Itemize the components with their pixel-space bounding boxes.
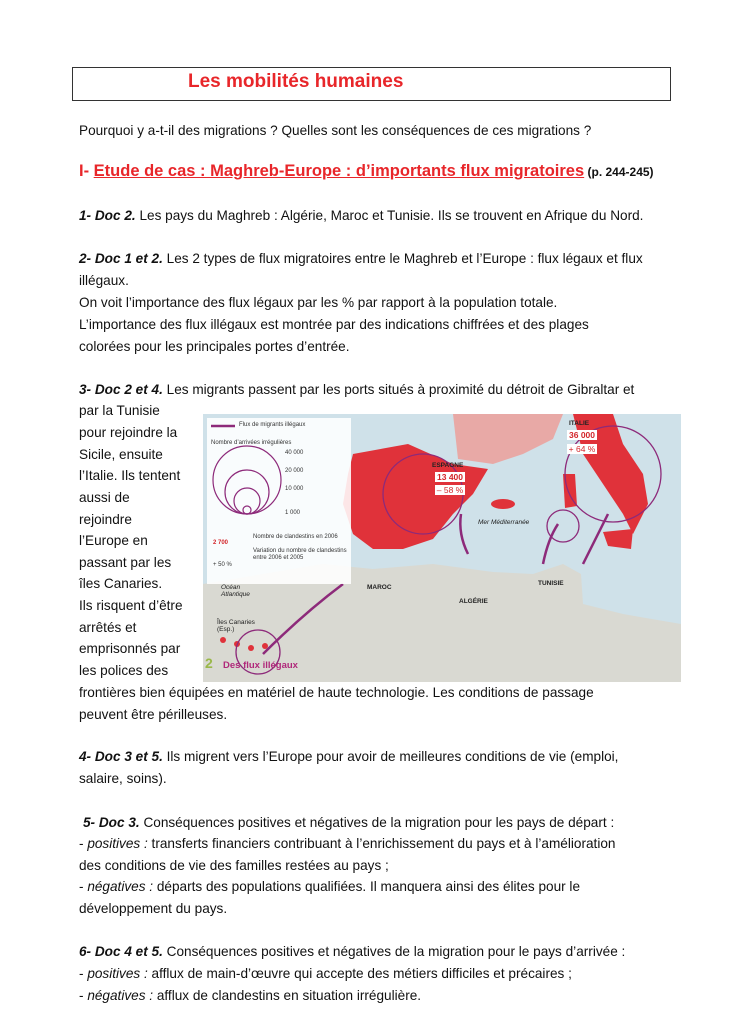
item-1: 1- Doc 2. Les pays du Maghreb : Algérie, Maroc et Tunisie. Ils se trouvent en Afrique du Nord. (79, 208, 644, 223)
item-3-wrap-1: pour rejoindre la (79, 425, 178, 440)
item-3-line1: 3- Doc 2 et 4. Les migrants passent par les ports situés à proximité du détroit de Gibraltar et (79, 382, 635, 397)
item-3-wrap-4: aussi de (79, 490, 130, 505)
item-3-wrap-8: îles Canaries. (79, 576, 163, 591)
legend-c1: 40 000 (285, 450, 304, 456)
item-2-line4: L’importance des flux illégaux est montrée par des indications chiffrées et des plages (79, 317, 589, 332)
label-tunisie: TUNISIE (538, 580, 564, 587)
item-2-line3: On voit l’importance des flux légaux par les % par rapport à la population totale. (79, 295, 558, 310)
label-ocean: Océan Atlantique (221, 584, 250, 598)
figure-number: 2 (205, 655, 213, 671)
espagne-num: 13 400 (437, 472, 463, 482)
canary-island (262, 643, 268, 649)
intro-question: Pourquoi y a-t-il des migrations ? Quelles sont les conséquences de ces migrations ? (79, 123, 592, 138)
legend-c2: 20 000 (285, 468, 304, 474)
item-5-neg2: développement du pays. (79, 901, 228, 916)
espagne-pct: – 58 % (436, 485, 464, 495)
item-2-line1: 2- Doc 1 et 2. Les 2 types de flux migratoires entre le Maghreb et l’Europe : flux légaux et flux (79, 251, 643, 266)
sicily-land (603, 529, 633, 549)
item-6-line1: 6- Doc 4 et 5. Conséquences positives et négatives de la migration pour le pays d’arrivée : (79, 944, 626, 959)
label-algerie: ALGÉRIE (459, 598, 488, 605)
italie-pct: + 64 % (568, 444, 596, 454)
item-3-end2: peuvent être périlleuses. (79, 707, 228, 722)
label-maroc: MAROC (367, 584, 392, 591)
legend-pct-text: Variation du nombre de clandestins entre 2006 et 2005 (253, 548, 347, 561)
arrow-sardinia (543, 524, 558, 564)
figure-title: Des flux illégaux (223, 660, 298, 671)
arrow-italy (583, 514, 608, 564)
item-5-pos1: - positives : transferts financiers contribuant à l’enrichissement du pays et à l’amélioration (79, 836, 616, 851)
label-italie: ITALIE (569, 420, 590, 427)
item-3-wrap-2: Sicile, ensuite (79, 447, 163, 462)
item-3-wrap-6: l’Europe en (79, 533, 148, 548)
label-canaries: Îles Canaries (Esp.) (217, 619, 255, 633)
item-2-line2: illégaux. (79, 273, 129, 288)
balearic-land (491, 499, 515, 509)
canary-island (220, 637, 226, 643)
item-5-pos2: des conditions de vie des familles restées au pays ; (79, 858, 389, 873)
italie-num: 36 000 (569, 430, 595, 440)
item-3-wrap-11: emprisonnés par (79, 641, 181, 656)
section-heading: I- Etude de cas : Maghreb-Europe : d’importants flux migratoires (p. 244-245) (79, 162, 654, 180)
legend-pct: + 50 % (213, 562, 232, 568)
item-3-wrap-3: l’Italie. Ils tentent (79, 468, 181, 483)
item-3-wrap-0: par la Tunisie (79, 403, 160, 418)
item-5-neg1: - négatives : départs des populations qualifiées. Il manquera ainsi des élites pour le (79, 879, 581, 894)
page-title: Les mobilités humaines (188, 71, 404, 92)
label-mer: Mer Méditerranée (478, 519, 530, 526)
legend-circles-title: Nombre d’arrivées irrégulières (211, 440, 292, 446)
legend-c4: 1 000 (285, 510, 301, 516)
item-2-line5: colorées pour les principales portes d’entrée. (79, 339, 350, 354)
item-3-wrap-10: arrêtés et (79, 620, 137, 635)
item-6-neg1: - négatives : afflux de clandestins en situation irrégulière. (79, 988, 422, 1003)
item-6-pos1: - positives : afflux de main-d’œuvre qui accepte des métiers difficiles et précaires ; (79, 966, 572, 981)
section-title: Etude de cas : Maghreb-Europe : d’importants flux migratoires (93, 162, 585, 180)
section-pages: (p. 244-245) (584, 165, 654, 179)
illegal-flows-map (203, 414, 681, 682)
arrow-spain (460, 514, 468, 554)
label-espagne: ESPAGNE (432, 462, 464, 469)
france-land (453, 414, 563, 464)
item-3-wrap-9: Ils risquent d’être (79, 598, 183, 613)
item-5-line1: 5- Doc 3. Conséquences positives et négatives de la migration pour les pays de départ : (83, 815, 615, 830)
item-3-wrap-12: les polices des (79, 663, 169, 678)
item-3-wrap-7: passant par les (79, 555, 172, 570)
item-3-wrap-5: rejoindre (79, 512, 132, 527)
legend-box-text: Nombre de clandestins en 2006 (253, 534, 338, 540)
canary-island (248, 645, 254, 651)
legend-c3: 10 000 (285, 486, 304, 492)
map-legend (207, 418, 351, 584)
item-4-line1: 4- Doc 3 et 5. Ils migrent vers l’Europe pour avoir de meilleures conditions de vie (emploi, (79, 749, 619, 764)
legend-box-num: 2 700 (213, 540, 229, 546)
item-3-end1: frontières bien équipées en matériel de haute technologie. Les conditions de passage (79, 685, 594, 700)
legend-arrow-label: Flux de migrants illégaux (239, 422, 306, 428)
item-4-line2: salaire, soins). (79, 771, 167, 786)
